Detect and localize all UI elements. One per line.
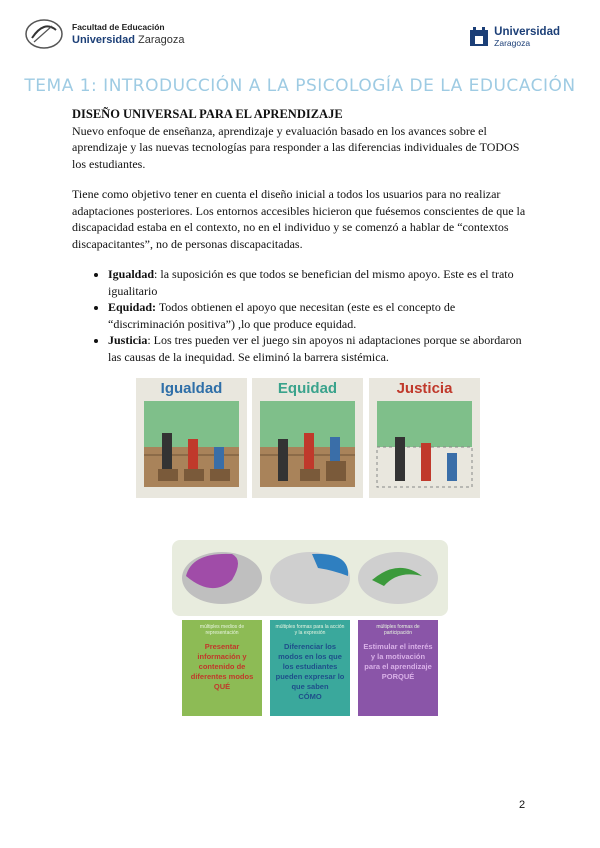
justicia-illustration — [369, 397, 480, 493]
paragraph-objective: Tiene como objetivo tener en cuenta el diseño inicial a todos los usuarios para no realizar adaptaciones posteriores. Los entornos accesibles hicieron que fuésemos conscientes de que la discapacidad estaba en el contexto, no en el individuo y se comenzó a hablar de “contextos discapacitantes”, no de personas discapacitadas. — [72, 187, 526, 251]
faculty-name: Facultad de Educación — [72, 21, 165, 32]
section-heading: DISEÑO UNIVERSAL PARA EL APRENDIZAJE — [72, 107, 343, 121]
faculty-emblem-icon — [22, 16, 66, 52]
card-heading: múltiples formas de participación — [376, 624, 420, 636]
card-key: CÓMO — [298, 692, 322, 701]
brain-icons — [172, 540, 448, 616]
panel-equidad — [252, 378, 363, 498]
paragraph-intro: Nuevo enfoque de enseñanza, aprendizaje y evaluación basado en los avances sobre el aprendizaje y las nuevas tecnologías para responder a las diferencias individuales de TODOS los estudiantes. — [72, 123, 520, 171]
panel-justicia — [369, 378, 480, 498]
panel-label: Justicia — [396, 380, 453, 397]
list-item: • Igualdad: la suposición es que todos se benefician del mismo apoyo. Este es el trato igualitario — [108, 266, 528, 299]
equality-equity-justice-figure — [136, 378, 480, 498]
equidad-illustration — [252, 397, 363, 493]
card-key: QUÉ — [213, 682, 231, 691]
card-heading: múltiples medios de representación — [199, 624, 245, 636]
card-body: Estimular el interés y la motivación para el aprendizaje — [363, 642, 433, 671]
university-label: Universidad — [494, 26, 560, 38]
list-item: • Justicia: Los tres pueden ver el juego sin apoyos ni adaptaciones porque se abordaron las causas de la inequidad. Se eliminó la barrera sistémica. — [108, 332, 528, 365]
brain-networks-strip — [172, 540, 448, 616]
igualdad-illustration — [136, 397, 247, 493]
panel-label: Equidad — [277, 380, 338, 397]
university-name: Universidad Zaragoza — [72, 33, 185, 46]
university-crest-icon — [468, 26, 490, 48]
university-city: Zaragoza — [494, 38, 531, 48]
udl-card-action-expression — [270, 620, 350, 716]
page-title: TEMA 1: INTRODUCCIÓN A LA PSICOLOGÍA DE LA EDUCACIÓN — [24, 76, 576, 96]
card-body: Presentar información y contenido de diferentes modos — [190, 642, 254, 681]
udl-card-representation — [182, 620, 262, 716]
list-item: • Equidad: Todos obtienen el apoyo que necesitan (este es el concepto de “discriminación positiva”) ,lo que produce equidad. — [108, 299, 528, 332]
card-key: PORQUÉ — [381, 672, 415, 681]
university-logo-block — [468, 26, 560, 48]
main-content — [72, 106, 528, 365]
faculty-logo-block — [22, 16, 185, 52]
card-body: Diferenciar los modos en los que los estudiantes pueden expresar lo que saben — [275, 642, 345, 691]
udl-card-engagement — [358, 620, 438, 716]
panel-label: Igualdad — [160, 380, 223, 397]
panel-igualdad — [136, 378, 247, 498]
udl-brain-networks-figure — [172, 540, 448, 716]
page-number: 2 — [519, 799, 526, 811]
card-heading: múltiples formas para la acción y la expresión — [275, 624, 345, 636]
concept-list — [72, 266, 528, 365]
